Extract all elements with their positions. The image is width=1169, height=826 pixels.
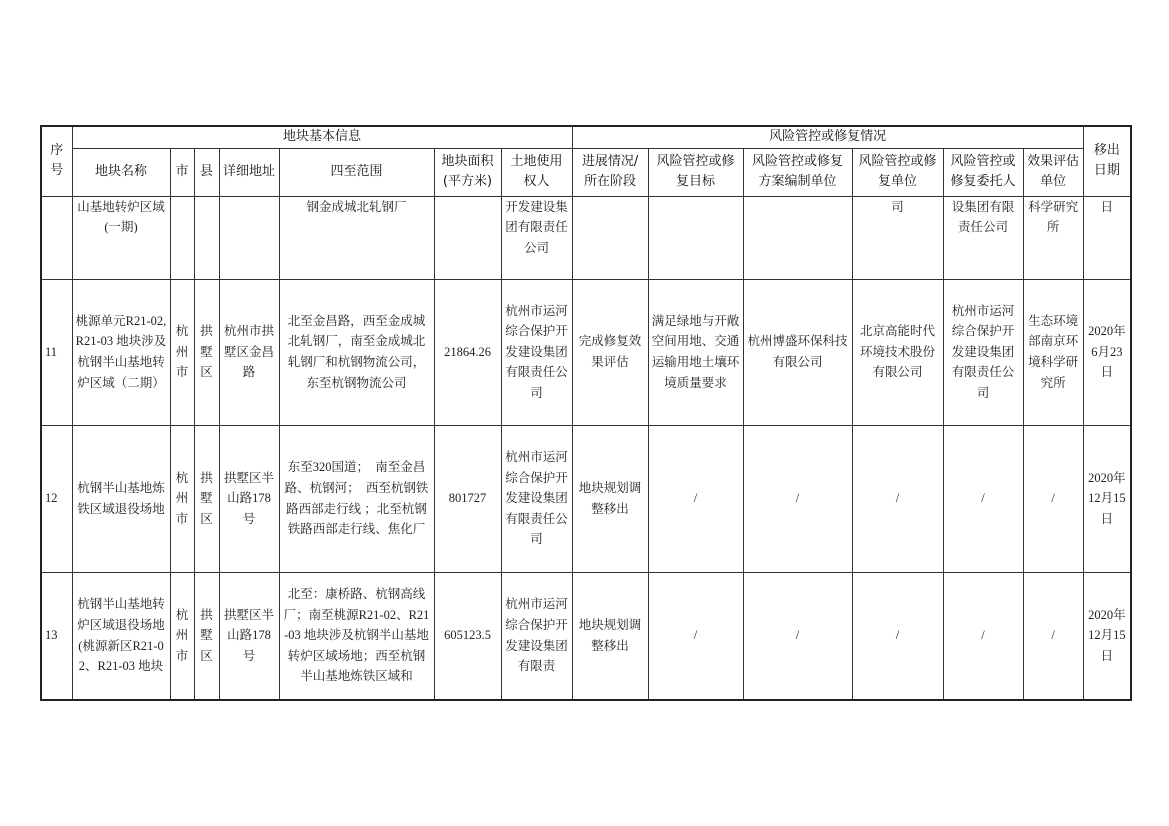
cell-text: /: [693, 628, 698, 643]
header-plan-unit: 风险管控或修复方案编制单位: [743, 148, 852, 196]
cell-text: 2020年12月15日: [1088, 607, 1126, 663]
cell-county: [194, 572, 219, 700]
cell-text: 山基地转炉区域(一期): [77, 199, 165, 235]
cell-text: 生态环境部南京环境科学研究所: [1028, 313, 1079, 390]
cell-text: 801727: [448, 491, 487, 506]
table-row: [41, 279, 1131, 425]
cell-text: 杭州市运河综合保护开发建设集团有限责任公司: [505, 450, 568, 547]
cell-boundaries: [279, 279, 434, 425]
cell-text: 拱墅区: [200, 324, 213, 380]
header-target: 风险管控或修复目标: [648, 148, 743, 196]
cell-plan-unit: [743, 425, 852, 572]
cell-progress: [572, 572, 648, 700]
cell-text: 地块规划调整移出: [578, 617, 642, 653]
cell-text: /: [795, 491, 800, 506]
cell-text: 杭州市运河综合保护开发建设集团有限责任公司: [505, 303, 568, 400]
cell-seq: [41, 572, 72, 700]
site-removal-table: [40, 125, 1132, 701]
cell-county: [194, 425, 219, 572]
cell-city: [170, 196, 194, 279]
header-group-basic-info: 地块基本信息: [72, 126, 572, 148]
cell-text: 北至金昌路，西至金成城北轧钢厂，南至金成城北轧钢厂和杭钢物流公司，东至杭钢物流公司: [287, 313, 426, 390]
cell-evaluation-unit: [1023, 425, 1083, 572]
cell-target: [648, 279, 743, 425]
cell-text: 杭州市拱墅区金昌路: [223, 324, 274, 380]
cell-client: [943, 196, 1023, 279]
cell-remediation-unit: [852, 425, 943, 572]
cell-text: 完成修复效果评估: [578, 334, 642, 369]
cell-text: 21864.26: [444, 344, 491, 359]
cell-progress: [572, 425, 648, 572]
cell-text: 13: [45, 628, 58, 643]
header-remediation-unit: 风险管控或修复单位: [852, 148, 943, 196]
cell-area: [434, 572, 501, 700]
cell-seq: [41, 196, 72, 279]
cell-plan-unit: [743, 196, 852, 279]
cell-text: [42, 197, 72, 279]
cell-address: [219, 425, 279, 572]
cell-evaluation-unit: [1023, 572, 1083, 700]
cell-address: [219, 279, 279, 425]
cell-county: [194, 279, 219, 425]
cell-site-name: [72, 425, 170, 572]
cell-remediation-unit: [852, 279, 943, 425]
cell-evaluation-unit: [1023, 279, 1083, 425]
cell-plan-unit: [743, 572, 852, 700]
cell-client: [943, 572, 1023, 700]
cell-remediation-unit: [852, 196, 943, 279]
cell-county: [194, 196, 219, 279]
cell-text: 科学研究所: [1028, 199, 1079, 235]
cell-city: [170, 572, 194, 700]
header-county: 县: [194, 148, 219, 196]
cell-text: 钢金成城北轧钢厂: [306, 199, 407, 214]
cell-target: [648, 572, 743, 700]
cell-text: 拱墅区: [200, 607, 213, 663]
cell-area: [434, 279, 501, 425]
cell-progress: [572, 279, 648, 425]
cell-seq: [41, 279, 72, 425]
cell-address: [219, 572, 279, 700]
cell-target: [648, 196, 743, 279]
header-area: 地块面积(平方米): [434, 148, 501, 196]
cell-address: [219, 196, 279, 279]
header-address: 详细地址: [219, 148, 279, 196]
cell-text: 杭州市运河综合保护开发建设集团有限责: [505, 597, 568, 674]
cell-text: 司: [891, 199, 904, 214]
cell-text: [573, 197, 648, 279]
cell-text: 杭州市: [175, 324, 189, 380]
cell-site-name: [72, 196, 170, 279]
table-row: [41, 572, 1131, 700]
header-client: 风险管控或修复委托人: [943, 148, 1023, 196]
cell-text: 桃源单元R21-02,R21-03 地块涉及杭钢半山基地转炉区域（二期）: [75, 313, 167, 390]
cell-text: 2020年12月15日: [1088, 470, 1126, 526]
cell-text: /: [795, 628, 800, 643]
cell-seq: [41, 425, 72, 572]
cell-move-date: [1083, 425, 1131, 572]
cell-area: [434, 196, 501, 279]
cell-text: /: [1051, 628, 1055, 643]
cell-land-user: [501, 425, 572, 572]
cell-text: 2020年6月23日: [1088, 324, 1126, 380]
cell-text: 北至：康桥路、杭钢高线厂；南至桃源R21-02、R21-03 地块涉及杭钢半山基地转炉区域场地；西至杭钢半山基地炼铁区域和: [283, 587, 430, 684]
cell-text: 12: [45, 491, 58, 506]
cell-text: 605123.5: [444, 628, 491, 643]
cell-text: 开发建设集团有限责任公司: [505, 199, 568, 255]
cell-text: [195, 197, 219, 279]
cell-text: [220, 197, 279, 279]
cell-text: 11: [45, 344, 58, 359]
cell-client: [943, 279, 1023, 425]
cell-text: /: [693, 491, 698, 506]
cell-text: /: [1051, 491, 1055, 506]
cell-text: 杭钢半山基地炼铁区域退役场地: [77, 480, 165, 516]
cell-boundaries: [279, 196, 434, 279]
header-land-user: 土地使用权人: [501, 148, 572, 196]
cell-text: 满足绿地与开敞空间用地、交通运输用地土壤环境质量要求: [651, 313, 740, 390]
cell-text: [649, 197, 743, 279]
header-move-date: 移出日期: [1083, 126, 1131, 196]
cell-boundaries: [279, 572, 434, 700]
cell-remediation-unit: [852, 572, 943, 700]
cell-plan-unit: [743, 279, 852, 425]
cell-site-name: [72, 572, 170, 700]
cell-text: 拱墅区半山路178号: [223, 607, 274, 663]
cell-city: [170, 279, 194, 425]
cell-text: /: [895, 491, 900, 506]
header-progress: 进展情况/所在阶段: [572, 148, 648, 196]
cell-text: 东至320国道； 南至金昌路、杭钢河； 西至杭钢铁路西部走行线 ；北至杭钢铁路西部走行线、焦化厂: [284, 460, 429, 537]
header-seq: 序号: [41, 126, 72, 196]
cell-text: /: [981, 491, 985, 506]
cell-text: 杭钢半山基地转炉区域退役场地(桃源新区R21-02、R21-03 地块: [77, 597, 165, 674]
cell-text: [435, 197, 501, 279]
cell-text: 北京高能时代环境技术股份有限公司: [860, 324, 936, 380]
cell-text: 拱墅区半山路178号: [223, 470, 274, 526]
cell-land-user: [501, 279, 572, 425]
cell-evaluation-unit: [1023, 196, 1083, 279]
cell-text: 杭州市: [175, 470, 189, 526]
cell-boundaries: [279, 425, 434, 572]
cell-client: [943, 425, 1023, 572]
cell-text: [744, 197, 852, 279]
cell-text: 设集团有限责任公司: [951, 199, 1015, 235]
cell-land-user: [501, 572, 572, 700]
cell-text: /: [981, 628, 985, 643]
cell-move-date: [1083, 196, 1131, 279]
cell-site-name: [72, 279, 170, 425]
cell-land-user: [501, 196, 572, 279]
cell-text: /: [895, 628, 900, 643]
cell-text: 杭州市: [175, 607, 189, 663]
header-group-risk-control: 风险管控或修复情况: [572, 126, 1083, 148]
cell-target: [648, 425, 743, 572]
cell-area: [434, 425, 501, 572]
cell-text: 杭州市运河综合保护开发建设集团有限责任公司: [951, 303, 1015, 400]
table-row: [41, 425, 1131, 572]
header-evaluation-unit: 效果评估单位: [1023, 148, 1083, 196]
header-boundaries: 四至范围: [279, 148, 434, 196]
cell-move-date: [1083, 279, 1131, 425]
header-site-name: 地块名称: [72, 148, 170, 196]
cell-text: 拱墅区: [200, 470, 213, 526]
cell-progress: [572, 196, 648, 279]
cell-text: 日: [1100, 199, 1114, 214]
cell-city: [170, 425, 194, 572]
header-city: 市: [170, 148, 194, 196]
cell-text: [171, 197, 194, 279]
table-row: [41, 196, 1131, 279]
cell-text: 杭州博盛环保科技有限公司: [747, 334, 848, 369]
cell-move-date: [1083, 572, 1131, 700]
cell-text: 地块规划调整移出: [578, 480, 642, 516]
